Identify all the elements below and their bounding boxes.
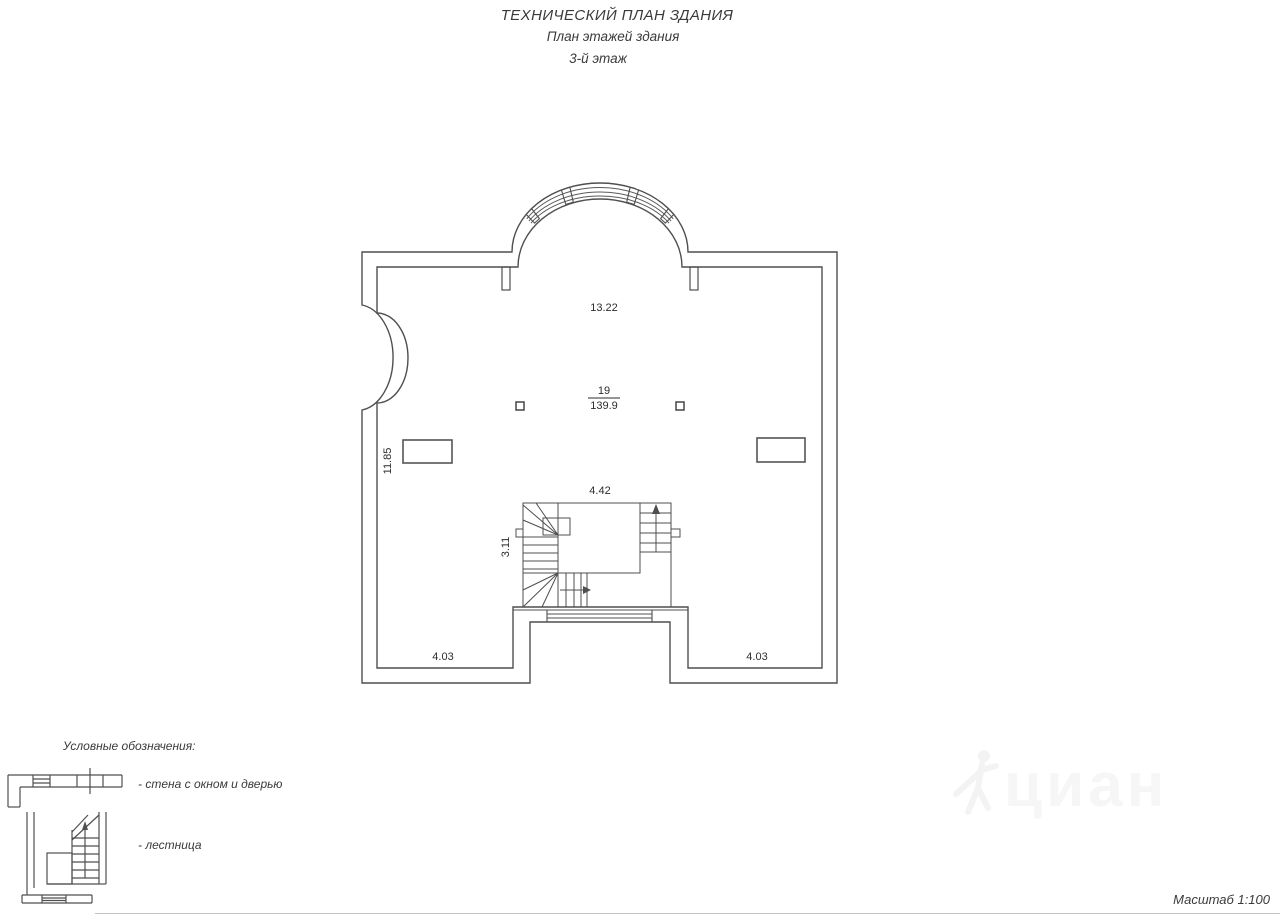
stair-flight-right	[640, 504, 671, 552]
shaft-rect-left	[403, 440, 452, 463]
dim-top-width: 13.22	[590, 302, 618, 314]
scan-line	[95, 913, 1280, 914]
stair-winders-bottom	[523, 573, 558, 607]
legend-wall-symbol	[8, 768, 122, 807]
column-left	[516, 402, 524, 410]
dimension-labels	[382, 302, 768, 663]
dim-bottom-left: 4.03	[432, 651, 454, 663]
staircase	[516, 503, 680, 607]
legend-item-stair-label: - лестница	[138, 838, 202, 852]
stair-flight-bottom	[558, 573, 591, 607]
bottom-window-band	[513, 610, 688, 622]
dim-left-height: 11.85	[382, 447, 394, 475]
dim-bottom-right: 4.03	[746, 651, 768, 663]
room-area: 139.9	[590, 400, 618, 412]
legend-stair-symbol	[22, 812, 106, 903]
shafts	[403, 438, 805, 463]
outer-wall-outline	[362, 183, 837, 683]
stair-winders-top	[523, 503, 570, 535]
shaft-rect-right	[757, 438, 805, 462]
stairwell-void	[558, 503, 640, 573]
watermark-text: циан	[1004, 751, 1169, 820]
legend-item-wall-label: - стена с окном и дверью	[138, 777, 283, 791]
scale-label: Масштаб 1:100	[1173, 892, 1270, 907]
dim-stair-width: 4.42	[589, 485, 611, 497]
floor-label: 3-й этаж	[569, 51, 627, 66]
room-label	[588, 385, 620, 412]
legend-heading: Условные обозначения:	[63, 739, 196, 753]
stair-enclosure	[523, 503, 671, 607]
inner-wall-outline	[377, 199, 822, 668]
stair-flight-left	[523, 537, 558, 573]
wall-stubs	[502, 267, 698, 290]
building-walls	[362, 183, 837, 683]
room-number: 19	[597, 385, 611, 397]
stair-side-tab-right	[671, 529, 680, 537]
page-title: ТЕХНИЧЕСКИЙ ПЛАН ЗДАНИЯ	[500, 7, 734, 24]
dim-stair-depth: 3.11	[500, 536, 512, 558]
arch-glazing	[527, 188, 673, 224]
page-subtitle: План этажей здания	[546, 29, 680, 44]
stair-arrow-up-icon	[652, 504, 660, 514]
stair-side-tab-left	[516, 529, 523, 537]
column-right	[676, 402, 684, 410]
